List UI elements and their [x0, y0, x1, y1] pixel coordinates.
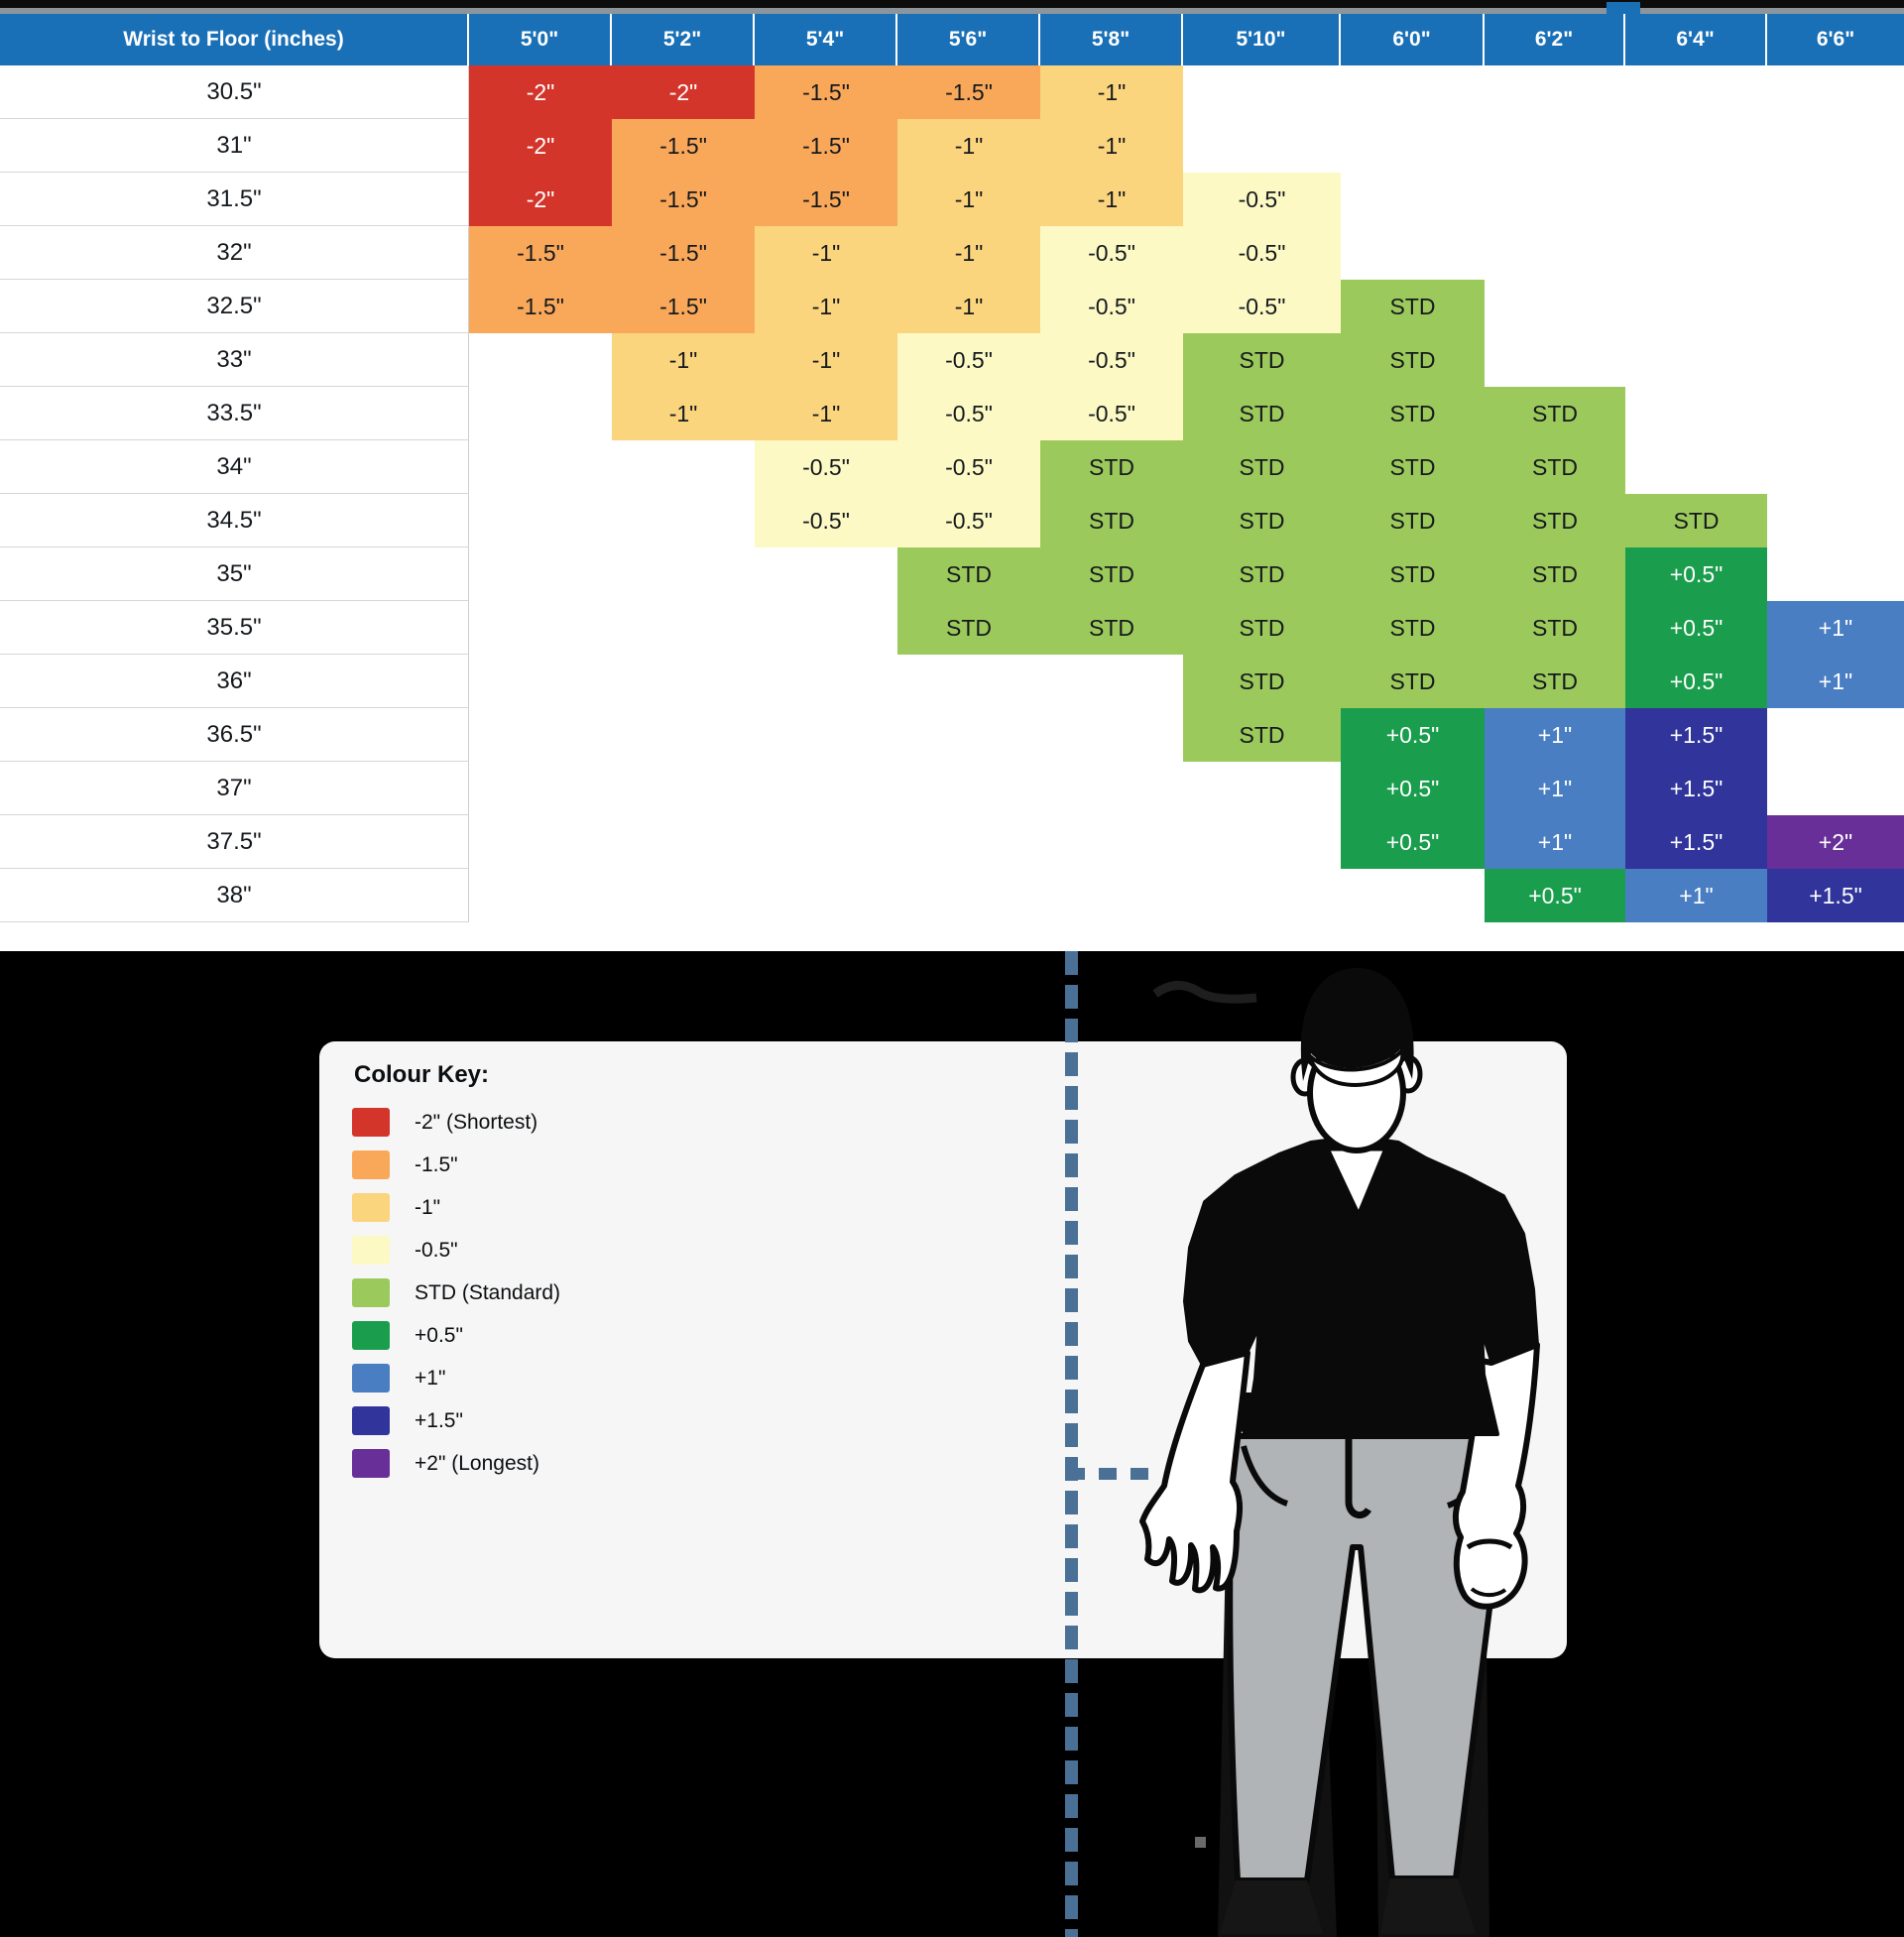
legend-swatch: [352, 1449, 390, 1478]
heatmap-cell: [1767, 762, 1904, 815]
legend-label: STD (Standard): [415, 1280, 561, 1304]
heatmap-cell: [1485, 173, 1625, 226]
heatmap-cell: [612, 708, 755, 762]
table-row: [0, 869, 1904, 922]
table-row: [0, 494, 1904, 547]
header-height-7: 6'2": [1485, 14, 1625, 65]
heatmap-cell: -0.5": [1040, 226, 1183, 280]
legend-swatch: [352, 1236, 390, 1265]
golfer-illustration: [1091, 951, 1606, 1937]
table-row: [0, 387, 1904, 440]
heatmap-table: [0, 14, 1904, 922]
heatmap-cell: +0.5": [1341, 708, 1485, 762]
heatmap-cell: [1767, 119, 1904, 173]
header-height-4: 5'8": [1040, 14, 1183, 65]
heatmap-cell: -1.5": [755, 173, 897, 226]
heatmap-cell: [1183, 762, 1341, 815]
heatmap-cell: STD: [1183, 601, 1341, 655]
heatmap-cell: -2": [612, 65, 755, 119]
heatmap-cell: -1.5": [469, 226, 612, 280]
heatmap-cell: STD: [1341, 655, 1485, 708]
legend-item: [352, 1101, 560, 1144]
header-height-3: 5'6": [897, 14, 1040, 65]
heatmap-cell: [612, 815, 755, 869]
heatmap-cell: [1341, 226, 1485, 280]
heatmap-cell: [469, 601, 612, 655]
row-label: 35.5": [0, 601, 469, 655]
row-label: 32.5": [0, 280, 469, 333]
legend-item: [352, 1186, 560, 1229]
heatmap-cell: [1625, 119, 1767, 173]
heatmap-cell: -1": [755, 333, 897, 387]
legend-item: [352, 1442, 560, 1485]
heatmap-cell: [612, 440, 755, 494]
heatmap-cell: [1183, 65, 1341, 119]
heatmap-cell: -0.5": [1183, 173, 1341, 226]
table-row: [0, 280, 1904, 333]
colour-key-title: Colour Key:: [354, 1061, 490, 1088]
heatmap-cell: STD: [1485, 655, 1625, 708]
heatmap-cell: [1767, 708, 1904, 762]
heatmap-cell: [1183, 119, 1341, 173]
heatmap-cell: STD: [897, 547, 1040, 601]
heatmap-body: [0, 65, 1904, 922]
legend-label: +0.5": [415, 1323, 463, 1347]
heatmap-cell: [1485, 226, 1625, 280]
legend-swatch: [352, 1150, 390, 1179]
table-row: [0, 119, 1904, 173]
heatmap-cell: -0.5": [897, 494, 1040, 547]
heatmap-cell: [469, 440, 612, 494]
heatmap-cell: [897, 762, 1040, 815]
heatmap-cell: STD: [1485, 494, 1625, 547]
heatmap-cell: STD: [1341, 601, 1485, 655]
heatmap-cell: -1.5": [612, 119, 755, 173]
heatmap-cell: [612, 869, 755, 922]
lower-black-section: [0, 951, 1904, 1937]
heatmap-cell: +1.5": [1767, 869, 1904, 922]
heatmap-cell: [1767, 387, 1904, 440]
heatmap-cell: +1": [1767, 601, 1904, 655]
heatmap-cell: STD: [1183, 708, 1341, 762]
heatmap-cell: STD: [1485, 440, 1625, 494]
heatmap-cell: [612, 655, 755, 708]
legend-items: [352, 1101, 560, 1485]
legend-swatch: [352, 1364, 390, 1392]
heatmap-cell: STD: [1485, 601, 1625, 655]
heatmap-cell: -1": [612, 387, 755, 440]
header-row: [0, 14, 1904, 65]
heatmap-cell: -0.5": [1040, 387, 1183, 440]
table-row: [0, 440, 1904, 494]
heatmap-cell: -0.5": [755, 494, 897, 547]
row-label: 32": [0, 226, 469, 280]
heatmap-cell: [1625, 65, 1767, 119]
heatmap-cell: +1": [1485, 815, 1625, 869]
heatmap-cell: STD: [1040, 601, 1183, 655]
heatmap-cell: -1": [1040, 173, 1183, 226]
heatmap-cell: [1040, 815, 1183, 869]
heatmap-cell: +1.5": [1625, 708, 1767, 762]
table-row: [0, 815, 1904, 869]
heatmap-cell: [1767, 547, 1904, 601]
table-row: [0, 601, 1904, 655]
heatmap-cell: +0.5": [1625, 655, 1767, 708]
heatmap-cell: -1.5": [612, 173, 755, 226]
heatmap-cell: [897, 869, 1040, 922]
heatmap-cell: STD: [1183, 387, 1341, 440]
heatmap-cell: [1767, 440, 1904, 494]
heatmap-cell: -1": [1040, 119, 1183, 173]
height-measure-dashed-line: [1065, 951, 1078, 1937]
heatmap-cell: [1485, 280, 1625, 333]
row-label: 34.5": [0, 494, 469, 547]
heatmap-cell: [1040, 655, 1183, 708]
legend-item: [352, 1271, 560, 1314]
heatmap-cell: STD: [897, 601, 1040, 655]
heatmap-cell: [755, 655, 897, 708]
heatmap-cell: [1767, 333, 1904, 387]
legend-item: [352, 1144, 560, 1186]
table-row: [0, 708, 1904, 762]
table-row: [0, 655, 1904, 708]
heatmap-cell: STD: [1183, 333, 1341, 387]
heatmap-cell: -1.5": [612, 280, 755, 333]
heatmap-cell: [1040, 708, 1183, 762]
heatmap-cell: [1767, 65, 1904, 119]
heatmap-cell: [1341, 65, 1485, 119]
table-row: [0, 547, 1904, 601]
heatmap-cell: -2": [469, 173, 612, 226]
legend-label: -2" (Shortest): [415, 1110, 538, 1134]
heatmap-cell: [1767, 494, 1904, 547]
heatmap-cell: [1625, 440, 1767, 494]
row-label: 30.5": [0, 65, 469, 119]
heatmap-cell: -2": [469, 119, 612, 173]
row-label: 33": [0, 333, 469, 387]
heatmap-cell: STD: [1485, 387, 1625, 440]
left-shoe: [1220, 1880, 1323, 1934]
heatmap-cell: +1": [1485, 708, 1625, 762]
header-corner-label: Wrist to Floor (inches): [0, 14, 469, 65]
legend-item: [352, 1399, 560, 1442]
heatmap-cell: +1": [1625, 869, 1767, 922]
row-label: 38": [0, 869, 469, 922]
heatmap-cell: [469, 869, 612, 922]
heatmap-cell: [897, 708, 1040, 762]
scrubber-notch: [1606, 2, 1640, 14]
heatmap-cell: -0.5": [1183, 226, 1341, 280]
heatmap-cell: +0.5": [1625, 547, 1767, 601]
heatmap-cell: [1040, 869, 1183, 922]
heatmap-cell: -1": [897, 173, 1040, 226]
heatmap-cell: -1": [897, 119, 1040, 173]
legend-label: -1.5": [415, 1152, 458, 1176]
legend-item: [352, 1229, 560, 1271]
header-height-0: 5'0": [469, 14, 612, 65]
heatmap-cell: [469, 387, 612, 440]
legend-item: [352, 1314, 560, 1357]
row-label: 35": [0, 547, 469, 601]
heatmap-cell: [1485, 65, 1625, 119]
heatmap-cell: [469, 494, 612, 547]
heatmap-cell: STD: [1183, 655, 1341, 708]
heatmap-cell: +0.5": [1341, 815, 1485, 869]
heatmap-cell: -2": [469, 65, 612, 119]
heatmap-cell: [612, 762, 755, 815]
header-height-5: 5'10": [1183, 14, 1341, 65]
heatmap-cell: -1": [897, 280, 1040, 333]
header-height-8: 6'4": [1625, 14, 1767, 65]
table-row: [0, 173, 1904, 226]
heatmap-cell: [612, 494, 755, 547]
header-height-6: 6'0": [1341, 14, 1485, 65]
header-height-1: 5'2": [612, 14, 755, 65]
heatmap-cell: [897, 815, 1040, 869]
legend-label: -0.5": [415, 1238, 458, 1262]
heatmap-cell: [1767, 280, 1904, 333]
header-height-2: 5'4": [755, 14, 897, 65]
heatmap-cell: [1341, 869, 1485, 922]
heatmap-cell: [1625, 333, 1767, 387]
heatmap-cell: -1": [897, 226, 1040, 280]
heatmap-cell: STD: [1040, 440, 1183, 494]
heatmap-cell: +0.5": [1485, 869, 1625, 922]
row-label: 33.5": [0, 387, 469, 440]
legend-swatch: [352, 1108, 390, 1137]
heatmap-cell: STD: [1183, 547, 1341, 601]
legend-swatch: [352, 1321, 390, 1350]
artifact-scribble: [1155, 985, 1256, 999]
table-row: [0, 226, 1904, 280]
row-label: 31": [0, 119, 469, 173]
heatmap-cell: [1183, 815, 1341, 869]
wrist-level-dashed-line: [1067, 1468, 1160, 1480]
heatmap-cell: -0.5": [897, 333, 1040, 387]
legend-swatch: [352, 1406, 390, 1435]
heatmap-cell: STD: [1341, 387, 1485, 440]
heatmap-cell: +0.5": [1341, 762, 1485, 815]
heatmap-cell: +2": [1767, 815, 1904, 869]
heatmap-cell: -0.5": [1040, 280, 1183, 333]
heatmap-cell: -1.5": [612, 226, 755, 280]
heatmap-cell: [469, 333, 612, 387]
row-label: 36.5": [0, 708, 469, 762]
heatmap-cell: -1": [612, 333, 755, 387]
heatmap-cell: [897, 655, 1040, 708]
heatmap-cell: [1625, 226, 1767, 280]
legend-label: -1": [415, 1195, 441, 1219]
row-label: 37": [0, 762, 469, 815]
heatmap-cell: -0.5": [1183, 280, 1341, 333]
table-row: [0, 333, 1904, 387]
heatmap-cell: +0.5": [1625, 601, 1767, 655]
table-row: [0, 762, 1904, 815]
heatmap-cell: -1": [755, 226, 897, 280]
heatmap-cell: -1.5": [897, 65, 1040, 119]
heatmap-cell: [1485, 333, 1625, 387]
heatmap-cell: [1767, 173, 1904, 226]
legend-swatch: [352, 1278, 390, 1307]
heatmap-cell: [755, 601, 897, 655]
heatmap-cell: [612, 547, 755, 601]
legend-swatch: [352, 1193, 390, 1222]
table-row: [0, 65, 1904, 119]
heatmap-cell: +1": [1485, 762, 1625, 815]
heatmap-cell: [755, 869, 897, 922]
heatmap-cell: -1.5": [755, 119, 897, 173]
heatmap-cell: [469, 708, 612, 762]
heatmap-cell: STD: [1341, 440, 1485, 494]
heatmap-cell: -0.5": [897, 387, 1040, 440]
heatmap-cell: -0.5": [755, 440, 897, 494]
heatmap-cell: STD: [1040, 494, 1183, 547]
row-label: 36": [0, 655, 469, 708]
heatmap-cell: [469, 655, 612, 708]
heatmap-cell: [1485, 119, 1625, 173]
heatmap-cell: STD: [1183, 494, 1341, 547]
heatmap-cell: -1": [755, 280, 897, 333]
heatmap-cell: -0.5": [1040, 333, 1183, 387]
heatmap-cell: [1625, 280, 1767, 333]
legend-item: [352, 1357, 560, 1399]
heatmap-cell: [1341, 173, 1485, 226]
heatmap-cell: -1.5": [755, 65, 897, 119]
legend-label: +1.5": [415, 1408, 463, 1432]
heatmap-cell: [755, 708, 897, 762]
row-label: 34": [0, 440, 469, 494]
heatmap-cell: +1": [1767, 655, 1904, 708]
heatmap-cell: [755, 762, 897, 815]
heatmap-cell: +1.5": [1625, 762, 1767, 815]
heatmap-cell: -1.5": [469, 280, 612, 333]
heatmap-cell: STD: [1341, 547, 1485, 601]
heatmap-cell: [469, 547, 612, 601]
heatmap-cell: [1040, 762, 1183, 815]
heatmap-cell: [1767, 226, 1904, 280]
heatmap-cell: STD: [1341, 494, 1485, 547]
header-height-9: 6'6": [1816, 28, 1855, 51]
heatmap-cell: [755, 815, 897, 869]
heatmap-cell: +1.5": [1625, 815, 1767, 869]
heatmap-cell: [1625, 173, 1767, 226]
legend-label: +2" (Longest): [415, 1451, 539, 1475]
heatmap-cell: -1": [755, 387, 897, 440]
heatmap-cell: STD: [1040, 547, 1183, 601]
heatmap-cell: [469, 762, 612, 815]
heatmap-cell: STD: [1183, 440, 1341, 494]
heatmap-cell: [1183, 869, 1341, 922]
heatmap-cell: [755, 547, 897, 601]
legend-label: +1": [415, 1366, 446, 1390]
row-label: 37.5": [0, 815, 469, 869]
heatmap-cell: -0.5": [897, 440, 1040, 494]
heatmap-cell: -1": [1040, 65, 1183, 119]
heatmap-cell: STD: [1341, 333, 1485, 387]
heatmap-cell: [1341, 119, 1485, 173]
heatmap-cell: STD: [1341, 280, 1485, 333]
heatmap-cell: [469, 815, 612, 869]
heatmap-cell: [612, 601, 755, 655]
row-label: 31.5": [0, 173, 469, 226]
heatmap-cell: [1625, 387, 1767, 440]
heatmap-cell: STD: [1485, 547, 1625, 601]
heatmap-cell: STD: [1625, 494, 1767, 547]
